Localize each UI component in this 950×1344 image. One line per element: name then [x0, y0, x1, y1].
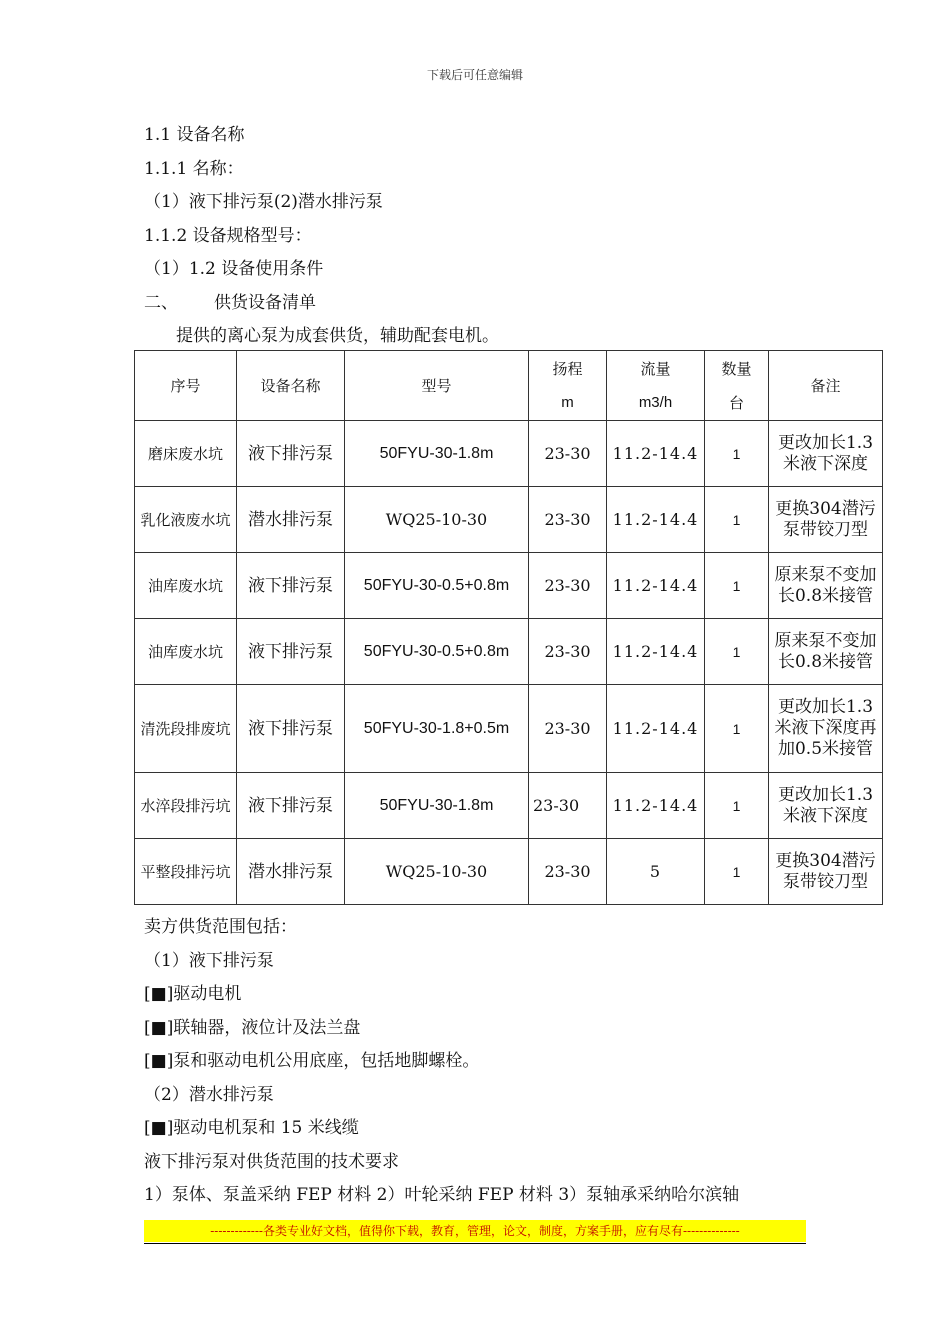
cell-head: 23-30 [529, 619, 607, 685]
supply-intro: 提供的离心泵为成套供货，辅助配套电机。 [176, 326, 499, 346]
cell-name: 液下排污泵 [237, 619, 345, 685]
section-1-2: （1）1.2 设备使用条件 [144, 259, 324, 279]
cell-qty: 1 [705, 421, 769, 487]
cell-name: 液下排污泵 [237, 773, 345, 839]
header-qty-unit: 台 [728, 393, 744, 412]
header-qty [705, 351, 769, 421]
cell-flow: 5 [607, 839, 705, 905]
section-2-title [144, 292, 316, 314]
cell-head: 23-30 [529, 839, 607, 905]
cell-model: 50FYU-30-0.5+0.8m [345, 619, 529, 685]
section-2-text: 供货设备清单 [214, 293, 316, 313]
cell-head: 23-30 [529, 685, 607, 773]
section-1-1-2: 1.1.2 设备规格型号： [144, 226, 312, 246]
cell-qty: 1 [705, 839, 769, 905]
cell-qty: 1 [705, 487, 769, 553]
scope-checkbox-coupling: [■]联轴器，液位计及法兰盘 [144, 1018, 361, 1038]
header-head-label: 扬程 [552, 359, 583, 378]
cell-remark: 更换304潜污泵带铰刀型 [769, 839, 883, 905]
cell-location: 乳化液废水坑 [135, 487, 237, 553]
cell-flow: 11.2-14.4 [607, 619, 705, 685]
table-row [135, 553, 883, 619]
cell-name: 潜水排污泵 [237, 487, 345, 553]
header-name: 设备名称 [237, 351, 345, 421]
header-flow-unit: m3/h [638, 393, 673, 411]
header-model: 型号 [345, 351, 529, 421]
cell-location: 清洗段排废坑 [135, 685, 237, 773]
cell-remark: 更改加长1.3米液下深度再加0.5米接管 [769, 685, 883, 773]
cell-flow: 11.2-14.4 [607, 487, 705, 553]
cell-flow: 11.2-14.4 [607, 773, 705, 839]
header-qty-label: 数量 [721, 359, 752, 378]
cell-location: 油库废水坑 [135, 553, 237, 619]
cell-flow: 11.2-14.4 [607, 553, 705, 619]
cell-model: WQ25-10-30 [345, 839, 529, 905]
cell-remark: 更换304潜污泵带铰刀型 [769, 487, 883, 553]
cell-location: 磨床废水坑 [135, 421, 237, 487]
cell-name: 潜水排污泵 [237, 839, 345, 905]
cell-location: 平整段排污坑 [135, 839, 237, 905]
cell-qty: 1 [705, 685, 769, 773]
cell-head: 23-30 [529, 421, 607, 487]
table-header-row [135, 351, 883, 421]
supply-scope-title: 卖方供货范围包括： [144, 917, 297, 937]
scope-checkbox-motor: [■]驱动电机 [144, 984, 242, 1004]
scope-item-1: （1）液下排污泵 [144, 951, 274, 971]
cell-flow: 11.2-14.4 [607, 685, 705, 773]
cell-qty: 1 [705, 619, 769, 685]
scope-checkbox-cable: [■]驱动电机泵和 15 米线缆 [144, 1118, 359, 1138]
cell-name: 液下排污泵 [237, 685, 345, 773]
tech-requirements-title: 液下排污泵对供货范围的技术要求 [144, 1152, 399, 1172]
section-2-number: 二、 [144, 293, 178, 313]
scope-checkbox-base: [■]泵和驱动电机公用底座，包括地脚螺栓。 [144, 1051, 480, 1071]
table-row [135, 773, 883, 839]
section-1-1-1: 1.1.1 名称： [144, 159, 244, 179]
cell-model: 50FYU-30-1.8+0.5m [345, 685, 529, 773]
cell-qty: 1 [705, 553, 769, 619]
header-seq: 序号 [135, 351, 237, 421]
cell-flow: 11.2-14.4 [607, 421, 705, 487]
header-flow-label: 流量 [640, 359, 671, 378]
cell-name: 液下排污泵 [237, 553, 345, 619]
tech-requirements-line: 1）泵体、泵盖采纳 FEP 材料 2）叶轮采纳 FEP 材料 3）泵轴承采纳哈尔滨轴 [144, 1185, 740, 1205]
cell-qty: 1 [705, 773, 769, 839]
cell-head: 23-30 [529, 553, 607, 619]
cell-model: WQ25-10-30 [345, 487, 529, 553]
cell-location: 油库废水坑 [135, 619, 237, 685]
header-remark: 备注 [769, 351, 883, 421]
page-header: 下载后可任意编辑 [426, 68, 523, 82]
footer-rule [144, 1243, 806, 1244]
header-head [529, 351, 607, 421]
cell-location: 水淬段排污坑 [135, 773, 237, 839]
cell-head: 23-30 [529, 487, 607, 553]
table-row [135, 421, 883, 487]
names-line: （1）液下排污泵(2)潜水排污泵 [144, 192, 383, 212]
scope-item-2: （2）潜水排污泵 [144, 1085, 274, 1105]
cell-name: 液下排污泵 [237, 421, 345, 487]
table-row [135, 839, 883, 905]
equipment-table [134, 350, 883, 905]
cell-remark: 更改加长1.3米液下深度 [769, 773, 883, 839]
section-1-1: 1.1 设备名称 [144, 125, 245, 145]
footer-banner: -------------各类专业好文档，值得你下载，教育，管理，论文，制度，方案手册，应有尽有-------------- [144, 1220, 806, 1242]
cell-remark: 原来泵不变加长0.8米接管 [769, 619, 883, 685]
cell-model: 50FYU-30-0.5+0.8m [345, 553, 529, 619]
header-head-unit: m [561, 393, 574, 411]
table-row [135, 685, 883, 773]
cell-remark: 更改加长1.3米液下深度 [769, 421, 883, 487]
cell-head: 23-30 [529, 773, 607, 839]
cell-model: 50FYU-30-1.8m [345, 773, 529, 839]
header-flow [607, 351, 705, 421]
cell-remark: 原来泵不变加长0.8米接管 [769, 553, 883, 619]
table-row [135, 619, 883, 685]
table-row [135, 487, 883, 553]
cell-model: 50FYU-30-1.8m [345, 421, 529, 487]
